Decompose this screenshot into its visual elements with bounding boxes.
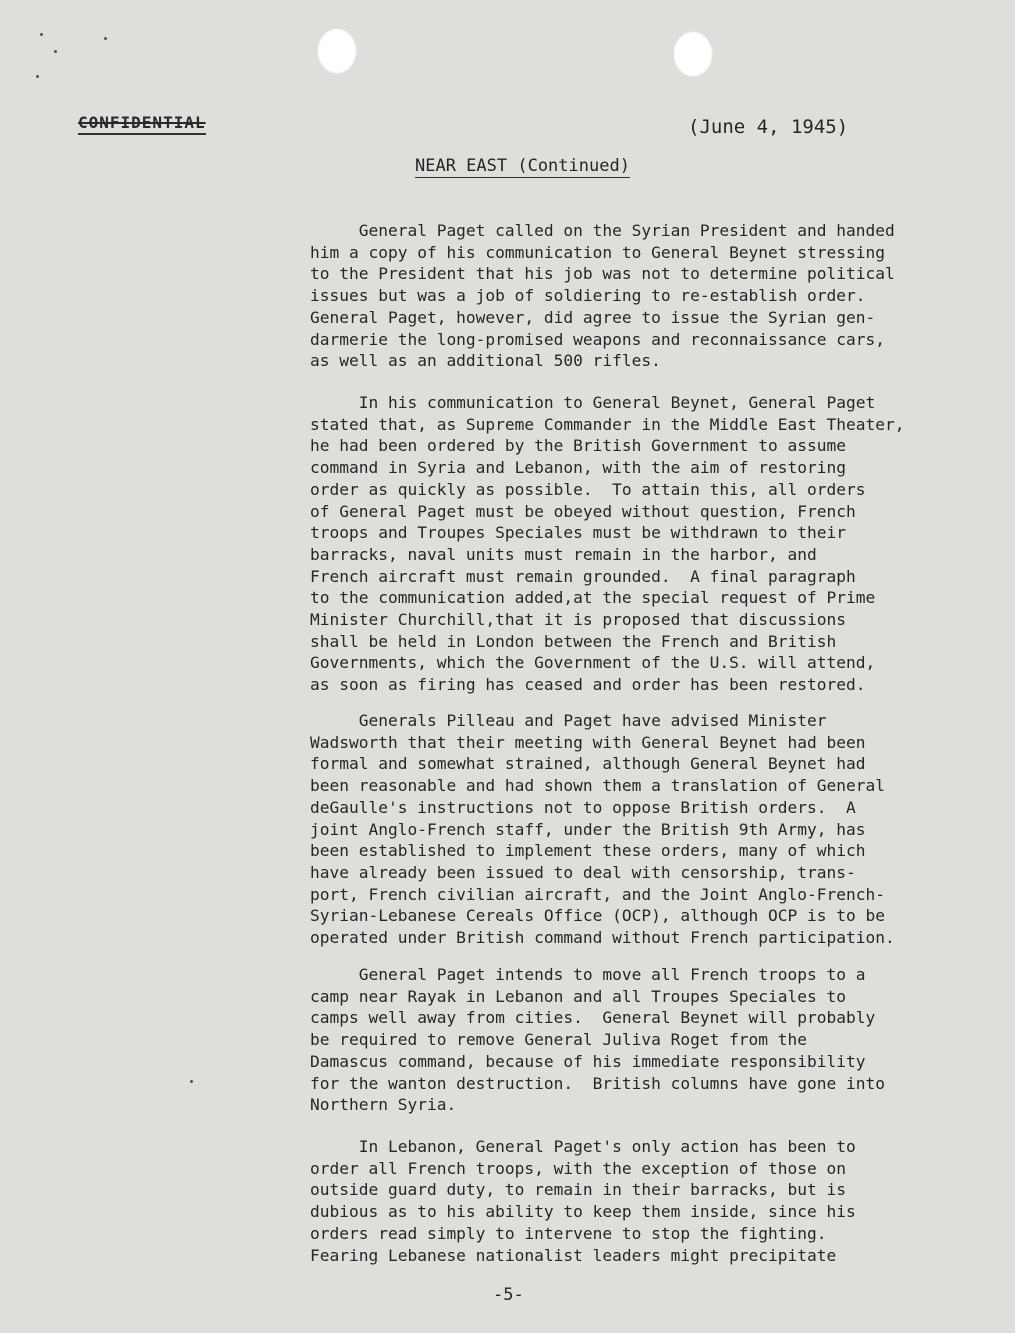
text-line: as well as an additional 500 rifles.: [310, 351, 661, 371]
paragraph-1: [310, 220, 970, 372]
text-line: he had been ordered by the British Government to assume: [310, 436, 847, 456]
text-line: French aircraft must remain grounded. A final paragraph: [310, 566, 856, 586]
text-line: Wadsworth that their meeting with General Beynet had been: [310, 732, 866, 752]
text-line: Generals Pilleau and Paget have advised Minister: [310, 711, 827, 730]
text-line: camp near Rayak in Lebanon and all Troupes Speciales to: [310, 986, 847, 1006]
text-line: camps well away from cities. General Beynet will probably: [310, 1008, 876, 1028]
text-line: General Paget, however, did agree to issue the Syrian gen-: [310, 307, 876, 327]
text-line: General Paget intends to move all French troops to a: [310, 965, 866, 984]
text-line: been established to implement these orders, many of which: [310, 841, 866, 861]
text-line: orders read simply to intervene to stop the fighting.: [310, 1223, 827, 1243]
text-line: deGaulle's instructions not to oppose British orders. A: [310, 797, 856, 817]
text-line: to the communication added,at the special request of Prime: [310, 588, 876, 608]
text-line: outside guard duty, to remain in their barracks, but is: [310, 1180, 847, 1200]
text-line: joint Anglo-French staff, under the British 9th Army, has: [310, 819, 866, 839]
text-line: as soon as firing has ceased and order has been restored.: [310, 675, 866, 695]
text-line: for the wanton destruction. British columns have gone into: [310, 1073, 885, 1093]
text-line: shall be held in London between the French and British: [310, 631, 837, 651]
speck-mark: [40, 33, 43, 36]
page-number: -5-: [493, 1285, 524, 1305]
text-line: troops and Troupes Speciales must be withdrawn to their: [310, 523, 847, 543]
speck-mark: [54, 50, 57, 53]
speck-mark: [190, 1080, 193, 1083]
text-line: Minister Churchill,that it is proposed that discussions: [310, 610, 847, 630]
text-line: command in Syria and Lebanon, with the aim of restoring: [310, 458, 847, 478]
paragraph-5: [310, 1136, 970, 1266]
text-line: General Paget called on the Syrian President and handed: [310, 221, 895, 240]
confidential-stamp: CONFIDENTIAL: [78, 113, 206, 135]
speck-mark: [36, 75, 39, 78]
text-line: darmerie the long-promised weapons and reconnaissance cars,: [310, 329, 885, 349]
text-line: port, French civilian aircraft, and the Joint Anglo-French-: [310, 884, 885, 904]
paragraph-4: [310, 964, 970, 1116]
punch-hole-right: [673, 31, 713, 77]
text-line: Fearing Lebanese nationalist leaders might precipitate: [310, 1245, 837, 1265]
text-line: Damascus command, because of his immediate responsibility: [310, 1051, 866, 1071]
text-line: of General Paget must be obeyed without question, French: [310, 501, 856, 521]
text-line: him a copy of his communication to General Beynet stressing: [310, 242, 885, 262]
paragraph-3: [310, 710, 970, 949]
text-line: dubious as to his ability to keep them inside, since his: [310, 1202, 856, 1222]
text-line: Northern Syria.: [310, 1095, 457, 1115]
text-line: have already been issued to deal with censorship, trans-: [310, 862, 856, 882]
document-date: (June 4, 1945): [688, 116, 849, 138]
text-line: be required to remove General Juliva Roget from the: [310, 1030, 808, 1050]
text-line: issues but was a job of soldiering to re-establish order.: [310, 286, 866, 306]
punch-hole-left: [317, 28, 357, 74]
text-line: order all French troops, with the exception of those on: [310, 1158, 847, 1178]
text-line: In his communication to General Beynet, General Paget: [310, 393, 876, 412]
text-line: to the President that his job was not to determine political: [310, 264, 895, 284]
text-line: barracks, naval units must remain in the harbor, and: [310, 544, 817, 564]
text-line: been reasonable and had shown them a translation of General: [310, 776, 885, 796]
text-line: In Lebanon, General Paget's only action has been to: [310, 1137, 856, 1156]
text-line: Governments, which the Government of the U.S. will attend,: [310, 653, 876, 673]
paragraph-2: [310, 392, 970, 696]
section-heading: NEAR EAST (Continued): [415, 156, 630, 176]
text-line: formal and somewhat strained, although General Beynet had: [310, 754, 866, 774]
speck-mark: [104, 37, 107, 40]
text-line: operated under British command without French participation.: [310, 928, 895, 948]
text-line: Syrian-Lebanese Cereals Office (OCP), although OCP is to be: [310, 906, 885, 926]
text-line: stated that, as Supreme Commander in the Middle East Theater,: [310, 414, 905, 434]
text-line: order as quickly as possible. To attain this, all orders: [310, 479, 866, 499]
